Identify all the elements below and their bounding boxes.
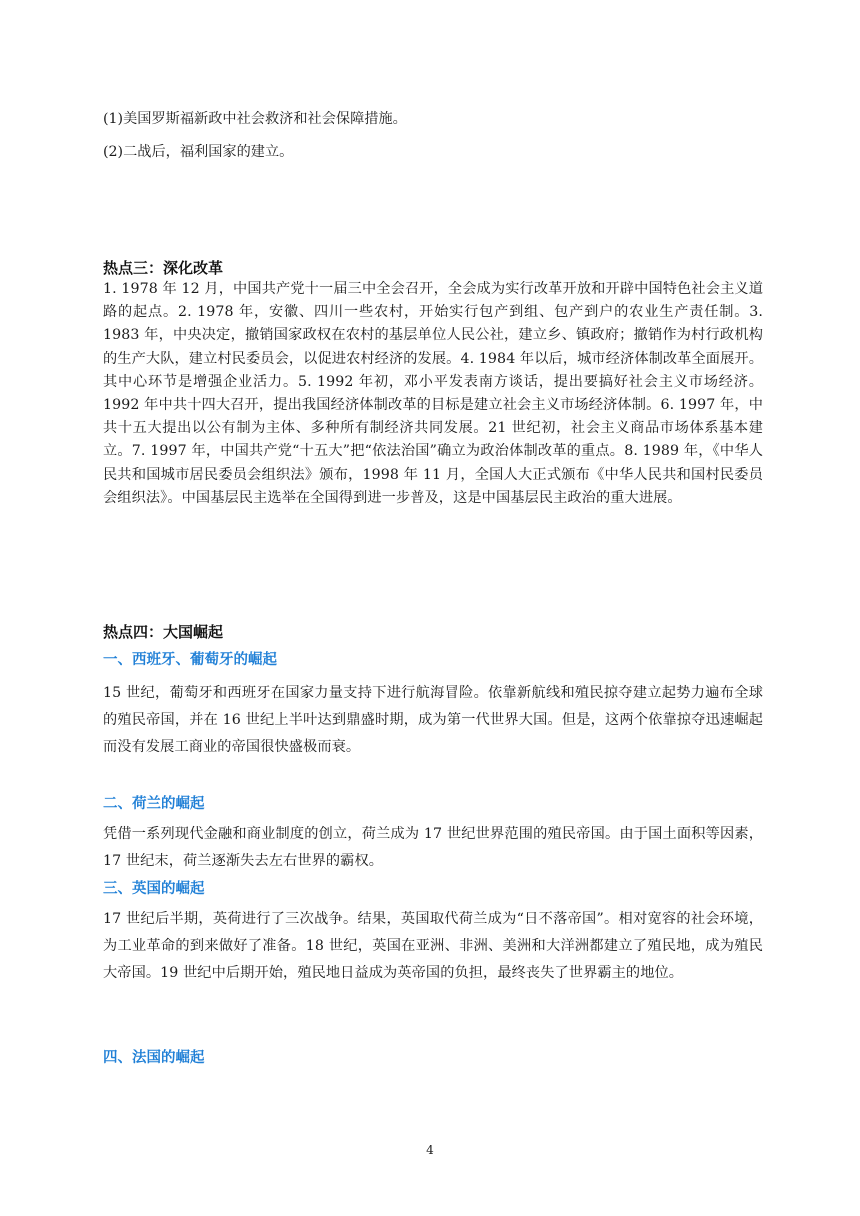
section4-heading: 热点四：大国崛起 bbox=[103, 623, 224, 641]
welfare-item-2: (2)二战后，福利国家的建立。 bbox=[103, 144, 294, 160]
section3-heading: 热点三：深化改革 bbox=[103, 259, 224, 277]
page-number: 4 bbox=[426, 1143, 434, 1157]
subsection-britain-block bbox=[103, 906, 763, 987]
subsection-france-title: 四、法国的崛起 bbox=[103, 1050, 205, 1066]
subsection-britain-title: 三、英国的崛起 bbox=[103, 881, 205, 897]
subsection-spain-portugal-title: 一、西班牙、葡萄牙的崛起 bbox=[103, 652, 277, 668]
subsection-britain-body: 17 世纪后半期，英荷进行了三次战争。结果，英国取代荷兰成为“日不落帝国”。相对宽容的社会环境，为工业革命的到来做好了准备。18 世纪，英国在亚洲、非洲、美洲和大洋洲都建立了殖民地，成为殖民大帝国。19 世纪中后期开始，殖民地日益成为英帝国的负担，最终丧失了世界霸主的地位。 bbox=[103, 911, 763, 981]
subsection-spain-portugal-block bbox=[103, 680, 763, 761]
section3-body-block bbox=[103, 278, 763, 510]
subsection-netherlands-body: 凭借一系列现代金融和商业制度的创立，荷兰成为 17 世纪世界范围的殖民帝国。由于国土面积等因素，17 世纪末，荷兰逐渐失去左右世界的霸权。 bbox=[103, 826, 763, 869]
subsection-spain-portugal-body: 15 世纪，葡萄牙和西班牙在国家力量支持下进行航海冒险。依靠新航线和殖民掠夺建立起势力遍布全球的殖民帝国，并在 16 世纪上半叶达到鼎盛时期，成为第一代世界大国。但是，这两个依靠掠夺迅速崛起而没有发展工商业的帝国很快盛极而衰。 bbox=[103, 685, 763, 755]
welfare-item-1: (1)美国罗斯福新政中社会救济和社会保障措施。 bbox=[103, 111, 407, 127]
section3-body: 1. 1978 年 12 月，中国共产党十一届三中全会召开，全会成为实行改革开放和开辟中国特色社会主义道路的起点。2. 1978 年，安徽、四川一些农村，开始实行包产到组、包产到户的农业生产责任制。3. 1983 年，中央决定，撤销国家政权在农村的基层单位人民公社，建立乡、镇政府；撤销作为村行政机构的生产大队，建立村民委员会，以促进农村经济的发展。4. 1984 年以后，城市经济体制改革全面展开。其中心环节是增强企业活力。5. 1992 年初，邓小平发表南方谈话，提出要搞好社会主义市场经济。1992 年中共十四大召开，提出我国经济体制改革的目标是建立社会主义市场经济体制。6. 1997 年，中共十五大提出以公有制为主体、多种所有制经济共同发展。21 世纪初，社会主义商品市场体系基本建立。7. 1997 年，中国共产党“十五大”把“依法治国”确立为政治体制改革的重点。8. 1989 年，《中华人民共和国城市居民委员会组织法》颁布，1998 年 11 月，全国人大正式颁布《中华人民共和国村民委员会组织法》。中国基层民主选举在全国得到进一步普及，这是中国基层民主政治的重大进展。 bbox=[103, 281, 763, 506]
subsection-netherlands-block bbox=[103, 821, 763, 875]
subsection-netherlands-title: 二、荷兰的崛起 bbox=[103, 796, 205, 812]
